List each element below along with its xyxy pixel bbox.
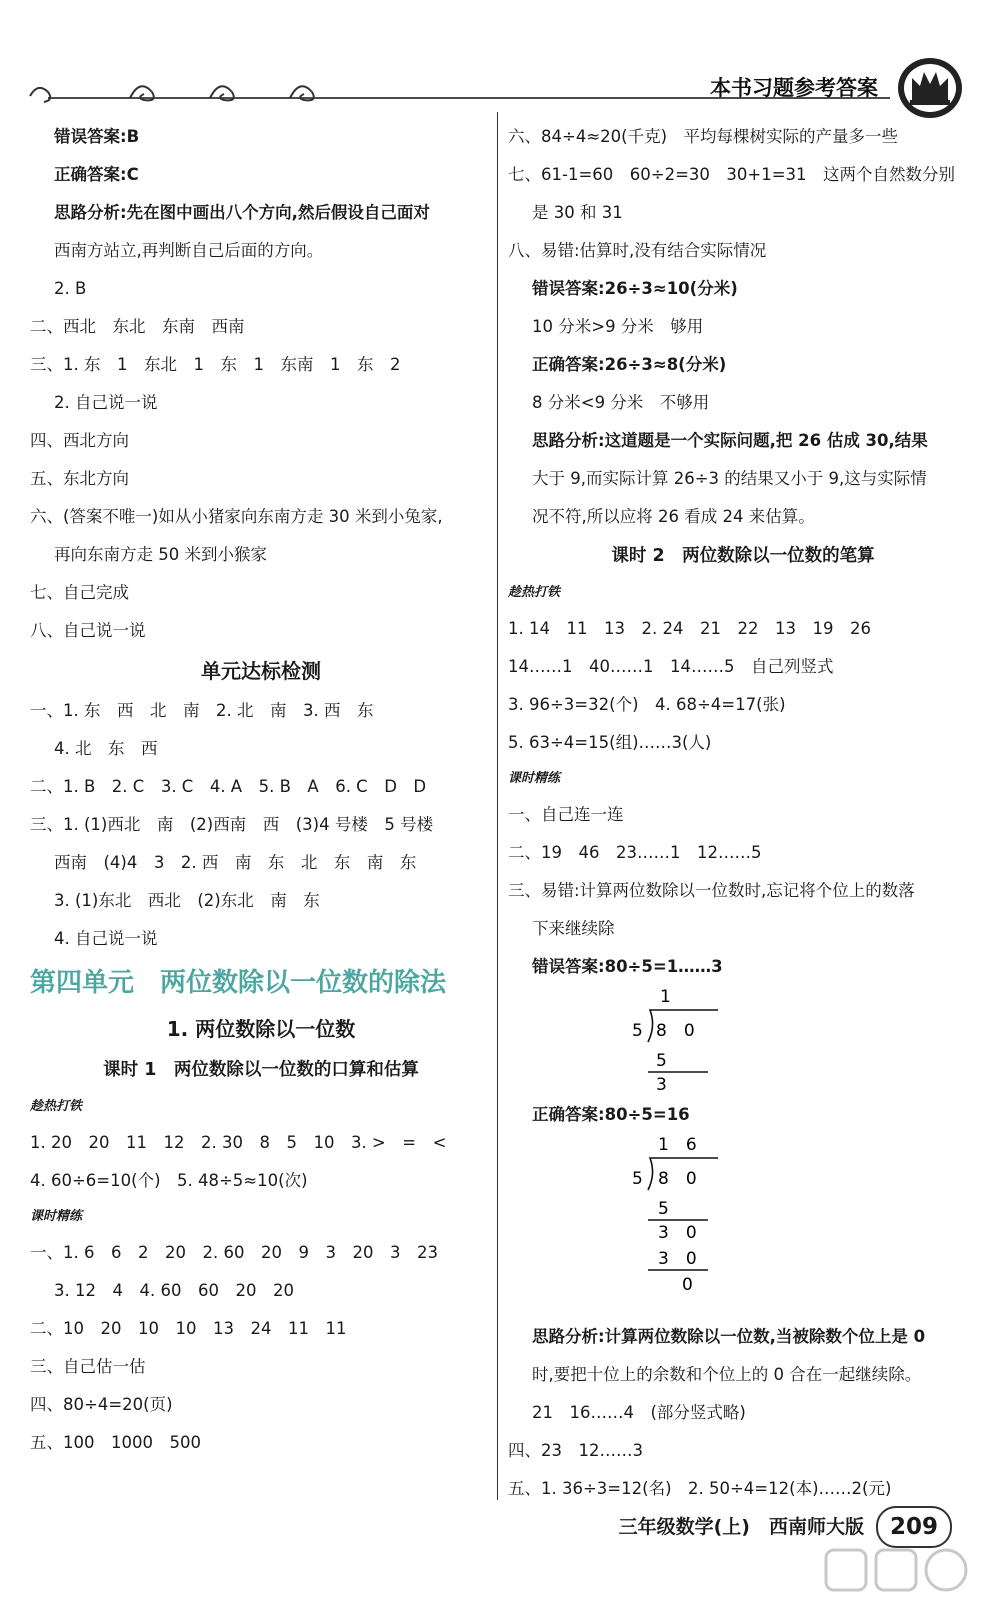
text-line: 二、19 46 23……1 12……5: [508, 843, 762, 862]
text-line: 五、1. 36÷3=12(名) 2. 50÷4=12(本)……2(元): [508, 1479, 892, 1498]
divisor: 5: [632, 1021, 643, 1041]
text-line: 正确答案:C: [54, 165, 139, 184]
quotient: 1 6: [658, 1135, 697, 1155]
section-title: 1. 两位数除以一位数: [166, 1017, 356, 1041]
text-line: 八、易错:估算时,没有结合实际情况: [508, 241, 767, 260]
text-line: 正确答案:26÷3≈8(分米): [532, 355, 727, 374]
subsection-heading: 课时精练: [30, 1209, 83, 1224]
header-title: 本书习题参考答案: [710, 76, 878, 100]
text-line: 14……1 40……1 14……5 自己列竖式: [508, 657, 834, 676]
subtrahend-1: 5: [658, 1199, 669, 1219]
text-line: 时,要把十位上的余数和个位上的 0 合在一起继续除。: [532, 1365, 922, 1384]
lesson-title: 课时 2 两位数除以一位数的笔算: [611, 546, 875, 566]
text-line: 下来继续除: [532, 919, 615, 938]
text-line: 西南方站立,再判断自己后面的方向。: [54, 241, 324, 260]
text-line: 五、东北方向: [30, 469, 129, 488]
text-line: 4. 北 东 西: [54, 739, 158, 758]
text-line: 三、1. 东 1 东北 1 东 1 东南 1 东 2: [30, 355, 401, 374]
text-line: 3. 96÷3=32(个) 4. 68÷4=17(张): [508, 695, 786, 714]
text-line: 10 分米>9 分米 够用: [532, 317, 704, 336]
footer-book-title: 三年级数学(上) 西南师大版: [618, 1516, 864, 1538]
text-line: 五、100 1000 500: [30, 1433, 201, 1452]
text-line: 一、1. 6 6 2 20 2. 60 20 9 3 20 3 23: [30, 1243, 438, 1262]
text-line: 3. 12 4 4. 60 60 20 20: [54, 1281, 294, 1300]
text-line: 四、23 12……3: [508, 1441, 643, 1460]
long-division-correct: [508, 1134, 978, 1318]
subsection-heading: 趁热打铁: [30, 1099, 83, 1114]
dividend: 8 0: [658, 1169, 697, 1189]
subtrahend: 5: [656, 1051, 667, 1071]
text-line: 四、西北方向: [30, 431, 129, 450]
text-line: 六、(答案不唯一)如从小猪家向东南方走 30 米到小兔家,: [30, 507, 443, 526]
text-line: 大于 9,而实际计算 26÷3 的结果又小于 9,这与实际情: [532, 469, 927, 488]
watermark-logo-icon: [806, 1544, 986, 1600]
remainder: 0: [682, 1275, 693, 1295]
text-line: 况不符,所以应将 26 看成 24 来估算。: [532, 507, 815, 526]
text-line: 三、易错:计算两位数除以一位数时,忘记将个位上的数落: [508, 881, 915, 900]
text-line: 3. (1)东北 西北 (2)东北 南 东: [54, 891, 320, 910]
text-line: 三、自己估一估: [30, 1357, 146, 1376]
unit-title: 第四单元 两位数除以一位数的除法: [30, 968, 447, 998]
text-line: 错误答案:B: [54, 127, 140, 146]
lesson-title: 课时 1 两位数除以一位数的口算和估算: [103, 1060, 419, 1080]
dividend: 8 0: [656, 1021, 695, 1041]
text-line: 5. 63÷4=15(组)……3(人): [508, 733, 712, 752]
text-line: 八、自己说一说: [30, 621, 146, 640]
text-line: 一、1. 东 西 北 南 2. 北 南 3. 西 东: [30, 701, 374, 720]
text-line: 正确答案:80÷5=16: [532, 1105, 690, 1124]
remainder: 3: [656, 1075, 667, 1095]
section-title: 单元达标检测: [201, 659, 321, 683]
quotient: 1: [660, 987, 671, 1007]
subsection-heading: 趁热打铁: [508, 585, 561, 600]
text-line: 2. 自己说一说: [54, 393, 158, 412]
text-line: 思路分析:先在图中画出八个方向,然后假设自己面对: [54, 203, 430, 222]
text-line: 再向东南方走 50 米到小猴家: [54, 545, 267, 564]
text-line: 8 分米<9 分米 不够用: [532, 393, 710, 412]
right-column: [508, 118, 978, 1508]
text-line: 是 30 和 31: [532, 203, 623, 222]
subsection-heading: 课时精练: [508, 771, 561, 786]
partial-dividend: 3 0: [658, 1223, 697, 1243]
divisor: 5: [632, 1169, 643, 1189]
long-division-diagram: [508, 986, 978, 1096]
page-footer: [0, 1508, 996, 1600]
text-line: 1. 20 20 11 12 2. 30 8 5 10 3. > = <: [30, 1133, 447, 1152]
text-line: 2. B: [54, 279, 87, 298]
text-line: 四、80÷4=20(页): [30, 1395, 173, 1414]
page-number: 209: [876, 1506, 952, 1548]
text-line: 七、自己完成: [30, 583, 129, 602]
text-line: 一、自己连一连: [508, 805, 624, 824]
text-line: 1. 14 11 13 2. 24 21 22 13 19 26: [508, 619, 871, 638]
text-line: 思路分析:这道题是一个实际问题,把 26 估成 30,结果: [532, 431, 928, 450]
text-line: 思路分析:计算两位数除以一位数,当被除数个位上是 0: [532, 1327, 926, 1346]
text-line: 二、10 20 10 10 13 24 11 11: [30, 1319, 347, 1338]
subtrahend-2: 3 0: [658, 1249, 697, 1269]
text-line: 二、1. B 2. C 3. C 4. A 5. B A 6. C D D: [30, 777, 427, 796]
text-line: 三、1. (1)西北 南 (2)西南 西 (3)4 号楼 5 号楼: [30, 815, 434, 834]
text-line: 21 16……4 (部分竖式略): [532, 1403, 746, 1422]
book-icon: [894, 56, 966, 120]
left-column: [30, 118, 492, 1462]
text-line: 七、61-1=60 60÷2=30 30+1=31 这两个自然数分别: [508, 165, 956, 184]
column-divider: [497, 112, 498, 1500]
text-line: 错误答案:80÷5=1……3: [532, 957, 723, 976]
text-line: 4. 60÷6=10(个) 5. 48÷5≈10(次): [30, 1171, 308, 1190]
page-header: [0, 0, 996, 118]
long-division-diagram: [508, 1134, 978, 1318]
long-division-wrong: [508, 986, 978, 1096]
text-line: 4. 自己说一说: [54, 929, 158, 948]
text-line: 错误答案:26÷3≈10(分米): [532, 279, 738, 298]
text-line: 西南 (4)4 3 2. 西 南 东 北 东 南 东: [54, 853, 417, 872]
text-line: 二、西北 东北 东南 西南: [30, 317, 245, 336]
text-line: 六、84÷4≈20(千克) 平均每棵树实际的产量多一些: [508, 127, 899, 146]
